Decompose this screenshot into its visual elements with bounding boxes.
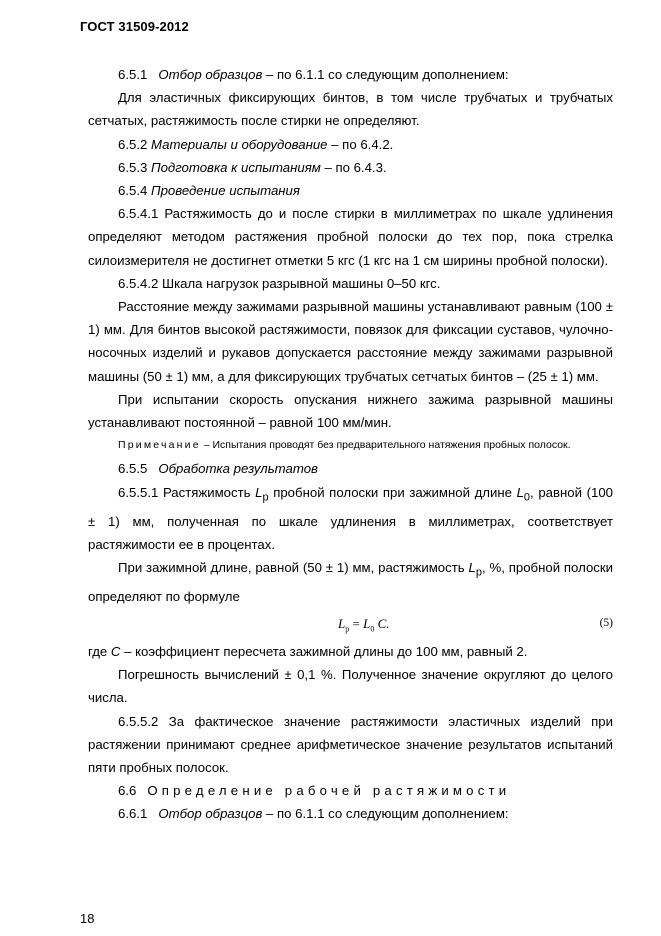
formula-coefficient: C.	[374, 615, 390, 631]
note-label: Примечание	[118, 439, 201, 452]
section-title: Обработка результатов	[158, 461, 318, 477]
section-number: 6.6.1	[118, 806, 148, 822]
section-number: 6.5.2	[118, 136, 148, 152]
paragraph-clamp-speed: При испытании скорость опускания нижнего зажима разрывной машины устанавливают постоянной – равной 100 мм/мин.	[88, 391, 613, 431]
section-number: 6.5.3	[118, 159, 148, 175]
section-number: 6.5.5	[118, 461, 148, 477]
symbol-c: С	[110, 643, 121, 659]
text-run: , равной (100 ± 1) мм, полученная по шкале удлинения в миллиметрах, соответствует растяжимости ее в процентах.	[88, 484, 613, 552]
formula-lhs: L	[338, 615, 346, 631]
section-title: Отбор образцов	[158, 67, 263, 82]
section-number: 6.5.1	[118, 67, 148, 82]
section-6-6	[88, 779, 613, 802]
paragraph-clamp-distance: Расстояние между зажимами разрывной машины устанавливают равным (100 ± 1) мм. Для бинтов высокой растяжимости, повязок для фиксации суставов, чулочно-носочных изделий и рукавов допускается расстояние между зажимами разрывной машины (50 ± 1) мм, а для фиксирующих трубчатых сетчатых бинтов – (25 ± 1) мм.	[88, 299, 613, 384]
document-body	[88, 63, 613, 826]
section-6-6-1	[88, 802, 613, 825]
paragraph-50mm-clamp	[88, 556, 613, 608]
formula-rhs-sub: 0	[370, 624, 375, 634]
section-number: 6.6	[118, 783, 137, 799]
text-run: – коэффициент пересчета зажимной длины до 100 мм, равный 2.	[120, 643, 528, 659]
section-6-5-4-1: 6.5.4.1 Растяжимость до и после стирки в миллиметрах по шкале удлинения определяют методом растяжения пробной полоски до тех пор, пока стрелка силоизмерителя не достигнет отметки 5 кгс (1 кгс на 1 см ширины пробной полоски).	[88, 206, 613, 268]
symbol-l: L	[255, 484, 263, 500]
section-6-5-3	[88, 156, 613, 179]
section-6-5-5-1	[88, 481, 613, 556]
paragraph-where	[88, 640, 613, 663]
section-number: 6.5.4	[118, 183, 148, 199]
paragraph-elastic-bandages: Для эластичных фиксирующих бинтов, в том числе трубчатых и трубчатых сетчатых, растяжимость после стирки не определяют.	[88, 90, 613, 129]
section-title: Отбор образцов	[158, 806, 263, 822]
note-text: – Испытания проводят без предварительного натяжения пробных полосок.	[200, 439, 571, 452]
symbol-l: L	[468, 559, 476, 575]
section-title: Проведение испытания	[151, 183, 300, 199]
subscript-p: р	[475, 566, 482, 579]
section-6-5-4-2: 6.5.4.2 Шкала нагрузок разрывной машины 0–50 кгс.	[118, 275, 441, 291]
formula-rhs: L	[363, 615, 371, 631]
section-text: – по 6.4.2.	[327, 136, 394, 152]
section-6-5-2	[88, 133, 613, 156]
section-text: – по 6.4.3.	[320, 159, 387, 175]
page-number: 18	[80, 911, 95, 926]
document-code-header: ГОСТ 31509-2012	[80, 19, 189, 34]
text-run: 6.5.5.1 Растяжимость	[118, 484, 256, 500]
section-6-5-5-2: 6.5.5.2 За фактическое значение растяжимости эластичных изделий при растяжении принимают среднее арифметическое значение результатов испытаний пяти пробных полосок.	[88, 713, 613, 775]
formula-expression	[338, 612, 389, 641]
text-run: пробной полоски при зажимной длине	[268, 484, 517, 500]
text-run: где	[88, 643, 111, 659]
section-6-5-4	[88, 179, 613, 202]
paragraph-rounding: Погрешность вычислений ± 0,1 %. Полученное значение округляют до целого числа.	[88, 667, 613, 706]
section-text: – по 6.1.1 со следующим дополнением:	[262, 67, 509, 82]
formula-number: (5)	[599, 616, 613, 629]
section-title: Подготовка к испытаниям	[151, 159, 321, 175]
symbol-l: L	[516, 484, 524, 500]
section-title: Определение рабочей растяжимости	[147, 783, 511, 799]
formula-lhs-sub: р	[345, 624, 350, 634]
subscript-p: р	[262, 491, 269, 504]
subscript-0: 0	[523, 491, 531, 504]
section-title: Материалы и оборудование	[151, 136, 328, 152]
note	[88, 434, 613, 457]
section-text: – по 6.1.1 со следующим дополнением:	[262, 806, 509, 822]
text-run: , %, пробной полоски определяют по формуле	[88, 559, 614, 604]
text-run: При зажимной длине, равной (50 ± 1) мм, растяжимость	[118, 559, 469, 575]
section-6-5-5	[88, 457, 613, 480]
section-6-5-1	[88, 63, 613, 86]
formula-equals: =	[349, 615, 364, 631]
formula-5	[88, 608, 613, 640]
